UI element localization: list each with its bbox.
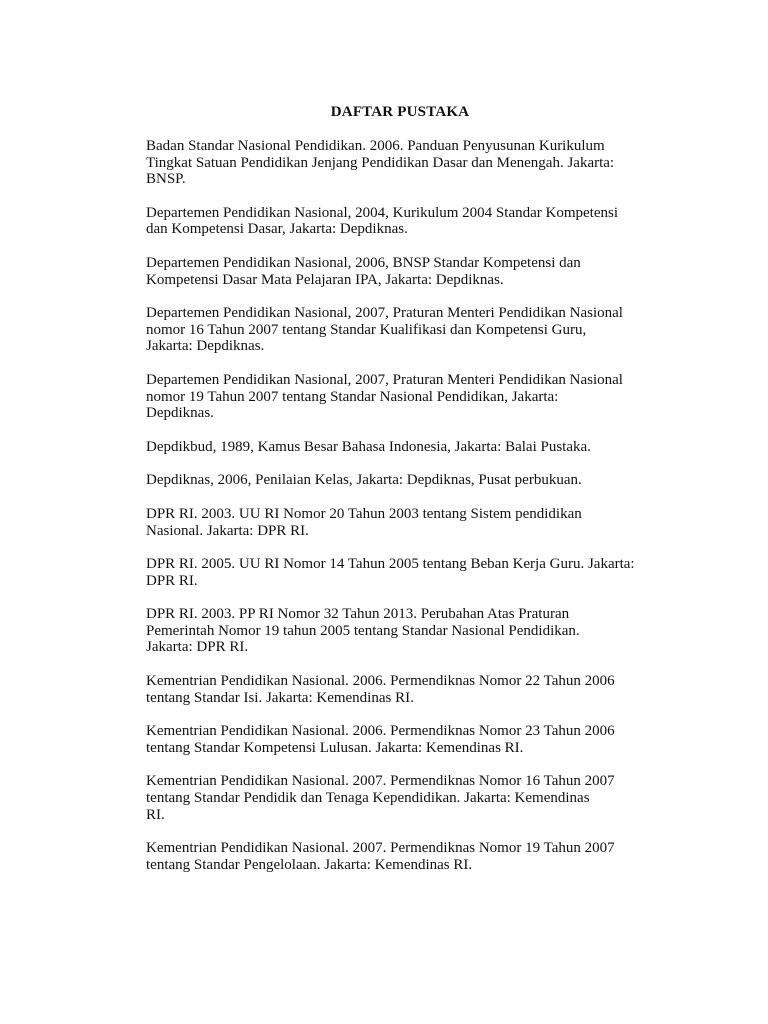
reference-line: tentang Standar Kompetensi Lulusan. Jakarta: Kemendinas RI. (146, 739, 524, 756)
reference-line: DPR RI. (146, 572, 198, 589)
reference-line: Departemen Pendidikan Nasional, 2007, Praturan Menteri Pendidikan Nasional (146, 305, 623, 322)
reference-entry (146, 506, 658, 539)
reference-line: Pemerintah Nomor 19 tahun 2005 tentang Standar Nasional Pendidikan. (146, 622, 580, 639)
reference-line: nomor 16 Tahun 2007 tentang Standar Kualifikasi dan Kompetensi Guru, (146, 321, 587, 338)
reference-line: Jakarta: DPR RI. (146, 639, 249, 656)
reference-line: Departemen Pendidikan Nasional, 2007, Praturan Menteri Pendidikan Nasional (146, 371, 623, 388)
reference-line: Departemen Pendidikan Nasional, 2004, Kurikulum 2004 Standar Kompetensi (146, 204, 618, 221)
reference-line: tentang Standar Pengelolaan. Jakarta: Kemendinas RI. (146, 856, 473, 873)
reference-entry (146, 556, 658, 589)
reference-line: Nasional. Jakarta: DPR RI. (146, 522, 309, 539)
reference-line: BNSP. (146, 171, 186, 188)
reference-line: Depdiknas. (146, 405, 214, 422)
reference-list (146, 138, 658, 890)
reference-line: tentang Standar Pendidik dan Tenaga Kependidikan. Jakarta: Kemendinas (146, 790, 590, 807)
reference-entry (146, 773, 658, 823)
reference-entry (146, 255, 658, 288)
reference-line: RI. (146, 806, 165, 823)
reference-line: Kementrian Pendidikan Nasional. 2007. Permendiknas Nomor 16 Tahun 2007 (146, 773, 615, 790)
reference-line: Depdiknas, 2006, Penilaian Kelas, Jakarta: Depdiknas, Pusat perbukuan. (146, 472, 582, 489)
reference-entry (146, 138, 658, 188)
reference-entry (146, 205, 658, 238)
reference-line: Kompetensi Dasar Mata Pelajaran IPA, Jakarta: Depdiknas. (146, 271, 504, 288)
reference-entry (146, 305, 658, 355)
page-title: DAFTAR PUSTAKA (330, 104, 470, 120)
reference-line: tentang Standar Isi. Jakarta: Kemendinas RI. (146, 689, 414, 706)
reference-line: DPR RI. 2003. UU RI Nomor 20 Tahun 2003 tentang Sistem pendidikan (146, 505, 582, 522)
reference-line: Jakarta: Depdiknas. (146, 338, 265, 355)
reference-line: dan Kompetensi Dasar, Jakarta: Depdiknas. (146, 221, 408, 238)
reference-line: Kementrian Pendidikan Nasional. 2007. Permendiknas Nomor 19 Tahun 2007 (146, 840, 615, 857)
reference-line: Kementrian Pendidikan Nasional. 2006. Permendiknas Nomor 22 Tahun 2006 (146, 673, 615, 690)
reference-line: Depdikbud, 1989, Kamus Besar Bahasa Indonesia, Jakarta: Balai Pustaka. (146, 438, 591, 455)
reference-line: DPR RI. 2003. PP RI Nomor 32 Tahun 2013. Perubahan Atas Praturan (146, 606, 570, 623)
reference-line: Badan Standar Nasional Pendidikan. 2006. Panduan Penyusunan Kurikulum (146, 138, 605, 154)
reference-entry (146, 372, 658, 422)
reference-entry (146, 723, 658, 756)
reference-entry (146, 439, 658, 456)
reference-entry (146, 472, 658, 489)
reference-line: Kementrian Pendidikan Nasional. 2006. Permendiknas Nomor 23 Tahun 2006 (146, 723, 615, 740)
reference-entry (146, 606, 658, 656)
reference-line: Departemen Pendidikan Nasional, 2006, BNSP Standar Kompetensi dan (146, 254, 581, 271)
reference-entry (146, 673, 658, 706)
reference-line: DPR RI. 2005. UU RI Nomor 14 Tahun 2005 tentang Beban Kerja Guru. Jakarta: (146, 556, 635, 573)
reference-line: Tingkat Satuan Pendidikan Jenjang Pendidikan Dasar dan Menengah. Jakarta: (146, 154, 615, 171)
reference-line: nomor 19 Tahun 2007 tentang Standar Nasional Pendidikan, Jakarta: (146, 388, 559, 405)
reference-entry (146, 840, 658, 873)
